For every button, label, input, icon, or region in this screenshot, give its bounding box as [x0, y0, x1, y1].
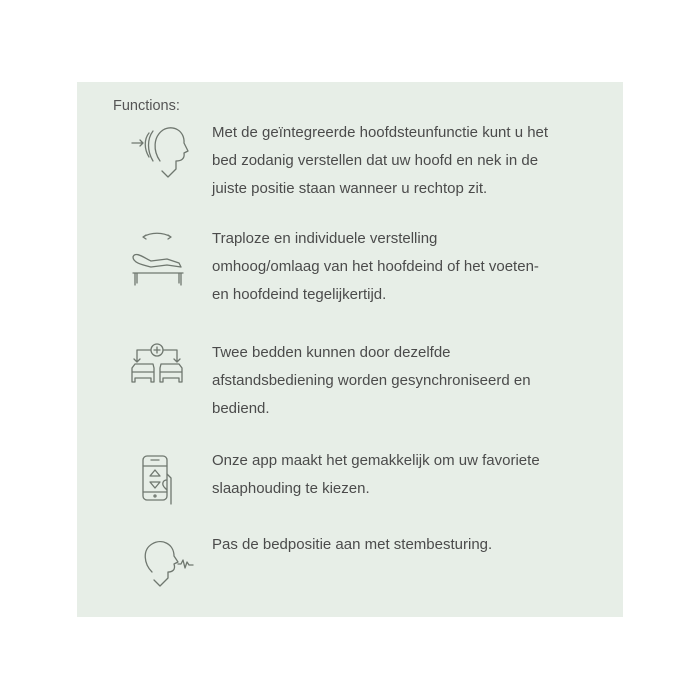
function-text: Twee bedden kunnen door dezelfde afstandsbediening worden gesynchroniseerd en bediend. [212, 344, 531, 417]
function-text: Onze app maakt het gemakkelijk om uw favoriete slaaphouding te kiezen. [212, 452, 540, 497]
section-title: Functions: [113, 98, 180, 114]
function-text: Pas de bedpositie aan met stembesturing. [212, 536, 493, 553]
phone-app-icon [133, 450, 203, 520]
voice-control-icon [132, 534, 202, 604]
sync-beds-icon [127, 338, 197, 408]
functions-panel [77, 82, 623, 617]
function-text: Traploze en individuele verstelling omhoog/omlaag van het hoofdeind of het voeten- en hoofdeind tegelijkertijd. [212, 230, 539, 303]
function-text: Met de geïntegreerde hoofdsteunfunctie kunt u het bed zodanig verstellen dat uw hoofd en nek in de juiste positie staan wanneer u rechtop zit. [212, 124, 549, 197]
head-support-icon [129, 119, 199, 189]
adjustable-bed-icon [129, 227, 199, 297]
